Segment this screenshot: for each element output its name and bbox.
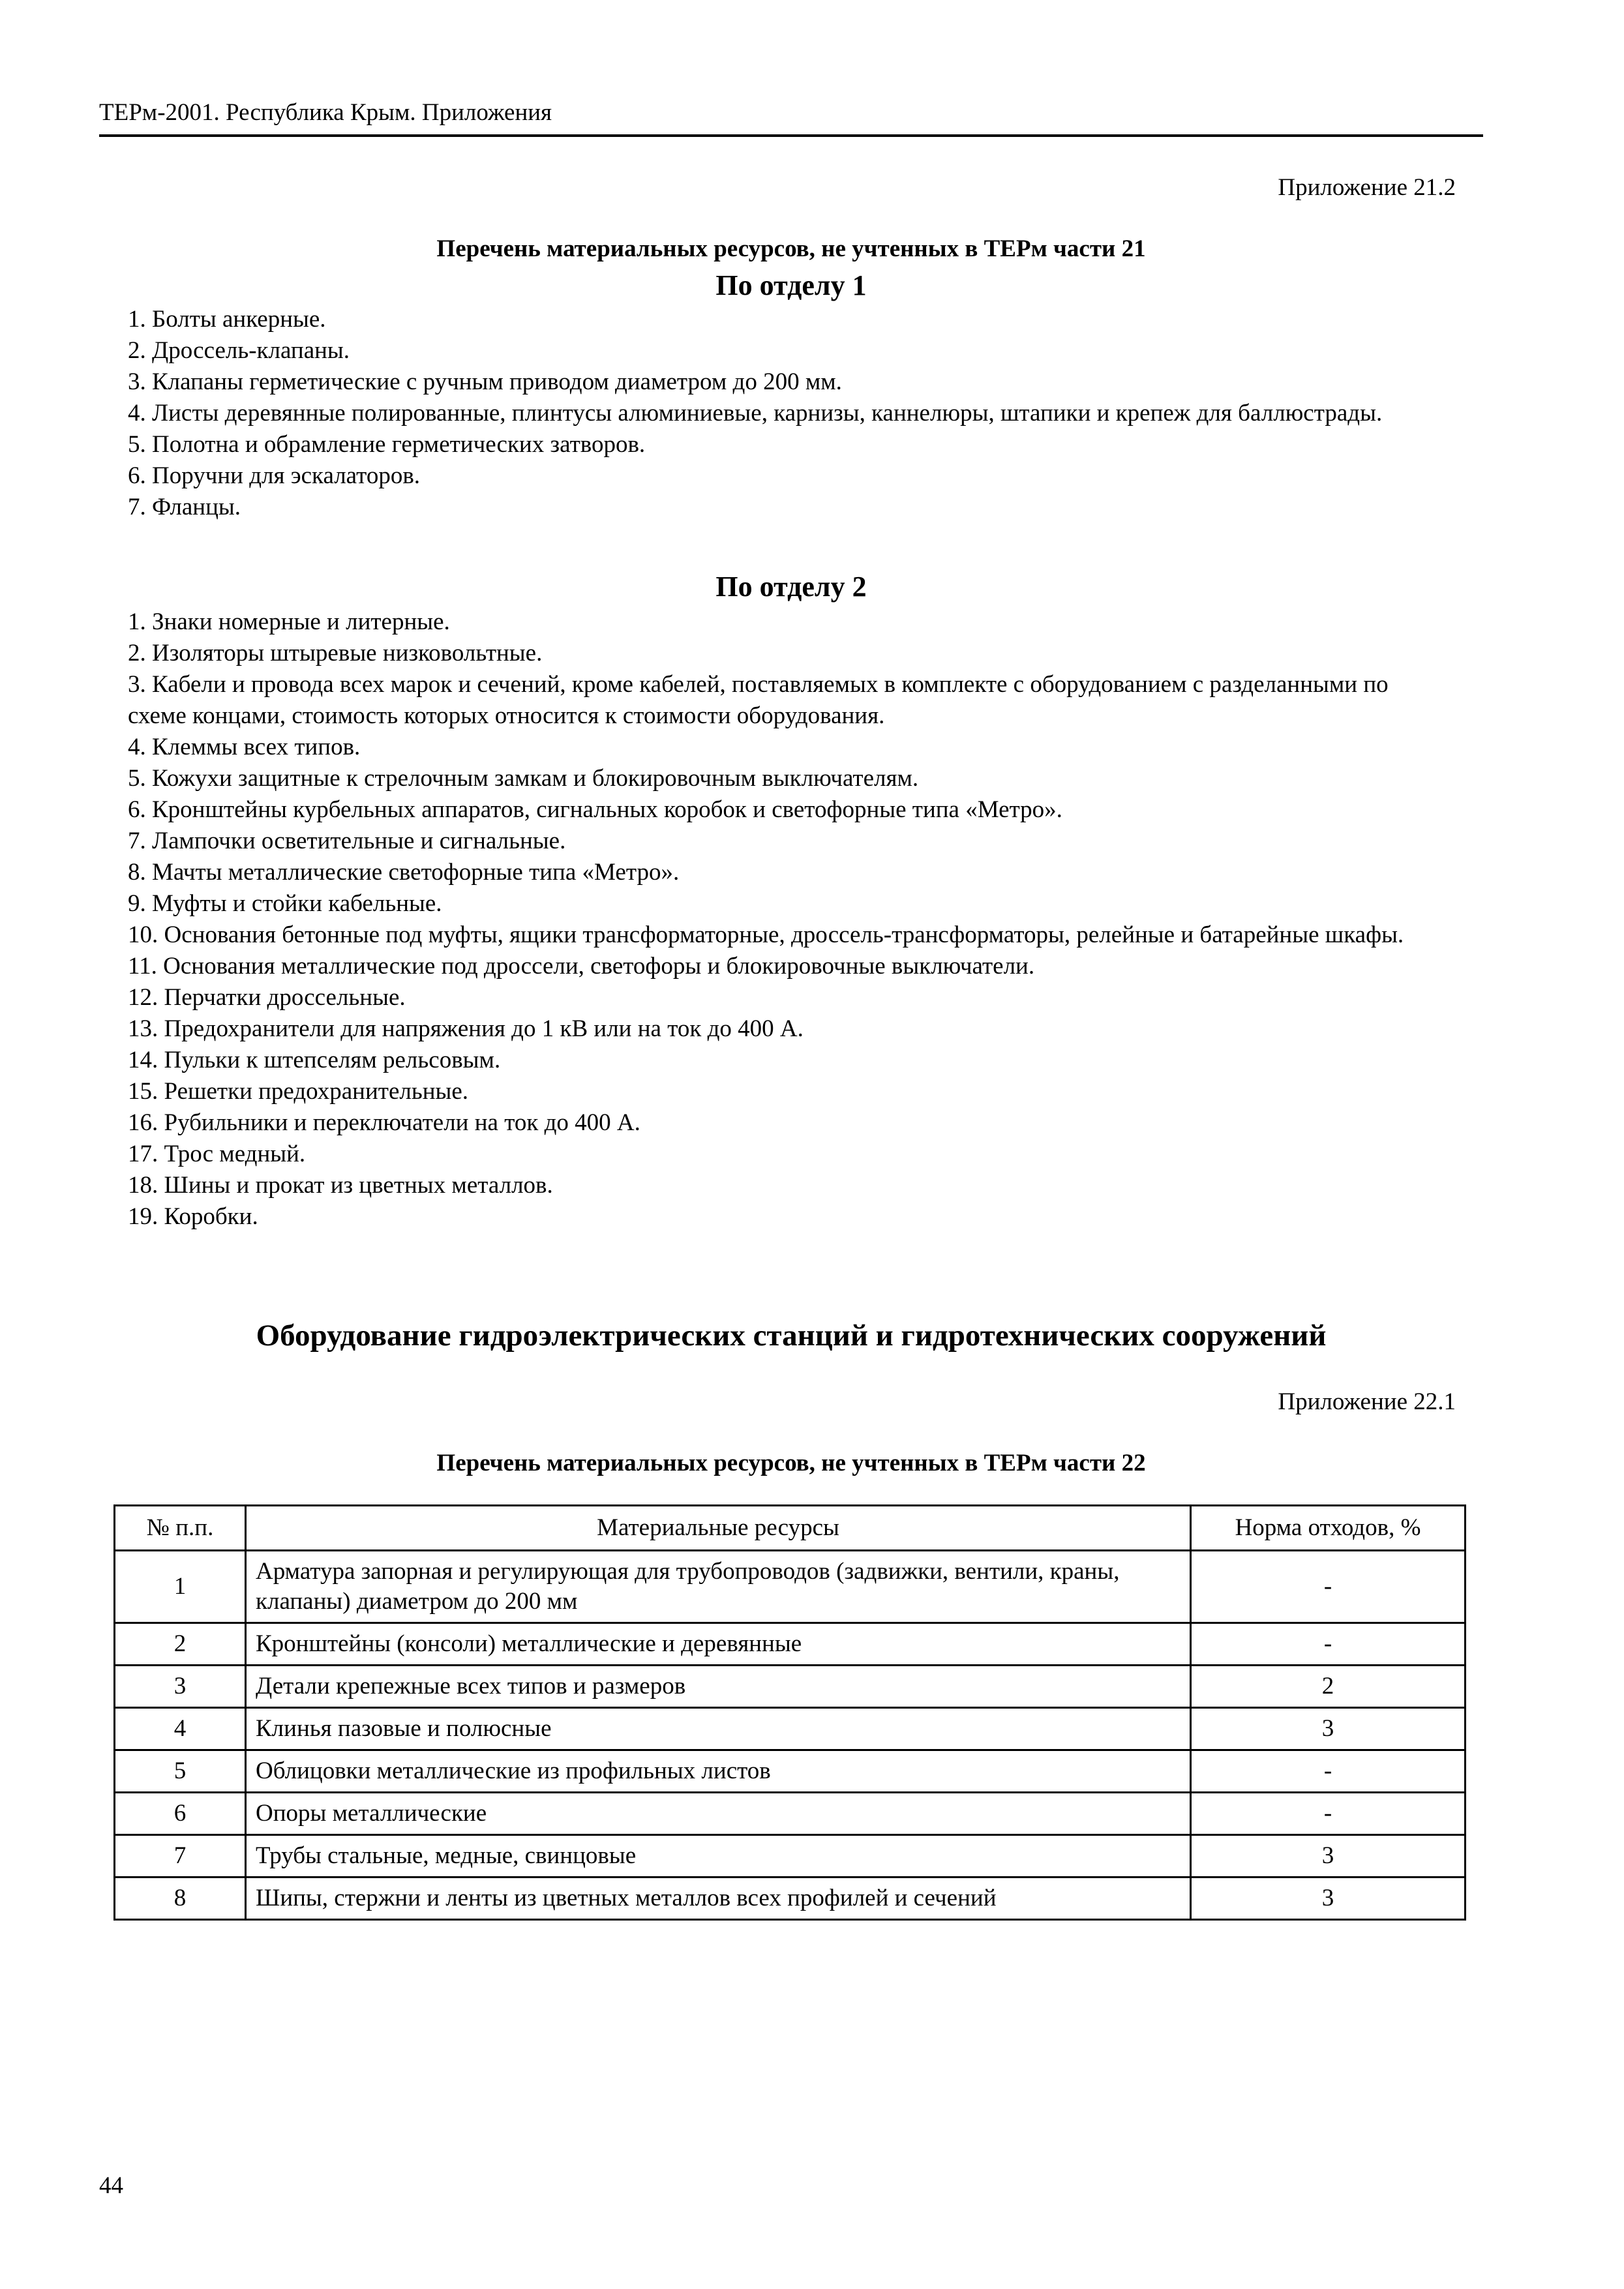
list-caption-22: Перечень материальных ресурсов, не учтенных в ТЕРм части 22 — [436, 1450, 1146, 1476]
waste-norm: 3 — [1191, 1708, 1466, 1750]
list-item: 18. Шины и прокат из цветных металлов. — [128, 1172, 553, 1199]
list-item: 2. Изоляторы штыревые низковольтные. — [128, 640, 543, 666]
table-header-row — [115, 1506, 1466, 1551]
list-item: 7. Лампочки осветительные и сигнальные. — [128, 828, 566, 854]
list-item: 3. Клапаны герметические с ручным приводом диаметром до 200 мм. — [128, 368, 842, 395]
table-row — [115, 1835, 1466, 1878]
table-row — [115, 1551, 1466, 1623]
row-number: 3 — [115, 1666, 246, 1708]
list-item: 3. Кабели и провода всех марок и сечений, кроме кабелей, поставляемых в комплекте с оборудованием с разделанными по схеме концами, стоимость которых относится к стоимости оборудования. — [128, 671, 1389, 729]
resource-name: Детали крепежные всех типов и размеров — [246, 1666, 1191, 1708]
list-item: 1. Знаки номерные и литерные. — [128, 608, 450, 635]
list-item: 4. Листы деревянные полированные, плинтусы алюминиевые, карнизы, каннелюры, штапики и крепеж для баллюстрады. — [128, 400, 1383, 426]
resources-table — [113, 1504, 1466, 1921]
waste-norm: - — [1191, 1793, 1466, 1835]
table-row — [115, 1623, 1466, 1666]
list-item: 6. Поручни для эскалаторов. — [128, 462, 421, 489]
resource-name: Трубы стальные, медные, свинцовые — [246, 1835, 1191, 1878]
row-number: 8 — [115, 1878, 246, 1920]
table-row — [115, 1666, 1466, 1708]
section-1-list — [128, 304, 1445, 523]
list-caption-21: Перечень материальных ресурсов, не учтенных в ТЕРм части 21 — [436, 235, 1146, 262]
column-header-resources: Материальные ресурсы — [246, 1506, 1191, 1551]
list-item: 13. Предохранители для напряжения до 1 кВ или на ток до 400 А. — [128, 1015, 804, 1042]
resource-name: Клинья пазовые и полюсные — [246, 1708, 1191, 1750]
table-row — [115, 1793, 1466, 1835]
appendix-label-22: Приложение 22.1 — [1278, 1388, 1456, 1415]
table-row — [115, 1878, 1466, 1920]
waste-norm: - — [1191, 1623, 1466, 1666]
list-item: 19. Коробки. — [128, 1203, 258, 1230]
list-item: 17. Трос медный. — [128, 1141, 306, 1167]
resource-name: Облицовки металлические из профильных листов — [246, 1750, 1191, 1793]
waste-norm: - — [1191, 1750, 1466, 1793]
page-header: ТЕРм-2001. Республика Крым. Приложения — [99, 97, 1483, 137]
list-item: 10. Основания бетонные под муфты, ящики трансформаторные, дроссель-трансформаторы, релейные и батарейные шкафы. — [128, 921, 1404, 948]
list-item: 9. Муфты и стойки кабельные. — [128, 890, 442, 917]
section-2-list — [128, 606, 1445, 1233]
waste-norm: - — [1191, 1551, 1466, 1623]
row-number: 5 — [115, 1750, 246, 1793]
row-number: 1 — [115, 1551, 246, 1623]
row-number: 2 — [115, 1623, 246, 1666]
column-header-number: № п.п. — [115, 1506, 246, 1551]
section-title-1: По отделу 1 — [715, 269, 867, 301]
resource-name: Кронштейны (консоли) металлические и деревянные — [246, 1623, 1191, 1666]
section-title-2: По отделу 2 — [715, 571, 867, 603]
list-item: 11. Основания металлические под дроссели, светофоры и блокировочные выключатели. — [128, 953, 1035, 980]
list-item: 15. Решетки предохранительные. — [128, 1078, 469, 1105]
list-item: 8. Мачты металлические светофорные типа «Метро». — [128, 859, 680, 886]
list-item: 5. Кожухи защитные к стрелочным замкам и блокировочным выключателям. — [128, 765, 919, 792]
list-item: 2. Дроссель-клапаны. — [128, 337, 350, 364]
page-number: 44 — [99, 2172, 123, 2199]
list-item: 6. Кронштейны курбельных аппаратов, сигнальных коробок и светофорные типа «Метро». — [128, 796, 1062, 823]
list-item: 16. Рубильники и переключатели на ток до 400 А. — [128, 1109, 640, 1136]
list-item: 12. Перчатки дроссельные. — [128, 984, 406, 1011]
column-header-waste-norm: Норма отходов, % — [1191, 1506, 1466, 1551]
list-item: 4. Клеммы всех типов. — [128, 734, 361, 760]
waste-norm: 2 — [1191, 1666, 1466, 1708]
row-number: 7 — [115, 1835, 246, 1878]
list-item: 5. Полотна и обрамление герметических затворов. — [128, 431, 646, 458]
list-item: 1. Болты анкерные. — [128, 306, 326, 333]
resource-name: Опоры металлические — [246, 1793, 1191, 1835]
row-number: 4 — [115, 1708, 246, 1750]
resource-name: Арматура запорная и регулирующая для трубопроводов (задвижки, вентили, краны, клапаны) диаметром до 200 мм — [246, 1551, 1191, 1623]
list-item: 14. Пульки к штепселям рельсовым. — [128, 1047, 501, 1073]
list-item: 7. Фланцы. — [128, 494, 241, 520]
waste-norm: 3 — [1191, 1835, 1466, 1878]
table-row — [115, 1708, 1466, 1750]
waste-norm: 3 — [1191, 1878, 1466, 1920]
appendix-label-21: Приложение 21.2 — [1278, 174, 1456, 201]
resource-name: Шипы, стержни и ленты из цветных металлов всех профилей и сечений — [246, 1878, 1191, 1920]
row-number: 6 — [115, 1793, 246, 1835]
table-row — [115, 1750, 1466, 1793]
part-22-title: Оборудование гидроэлектрических станций и гидротехнических сооружений — [256, 1319, 1327, 1353]
